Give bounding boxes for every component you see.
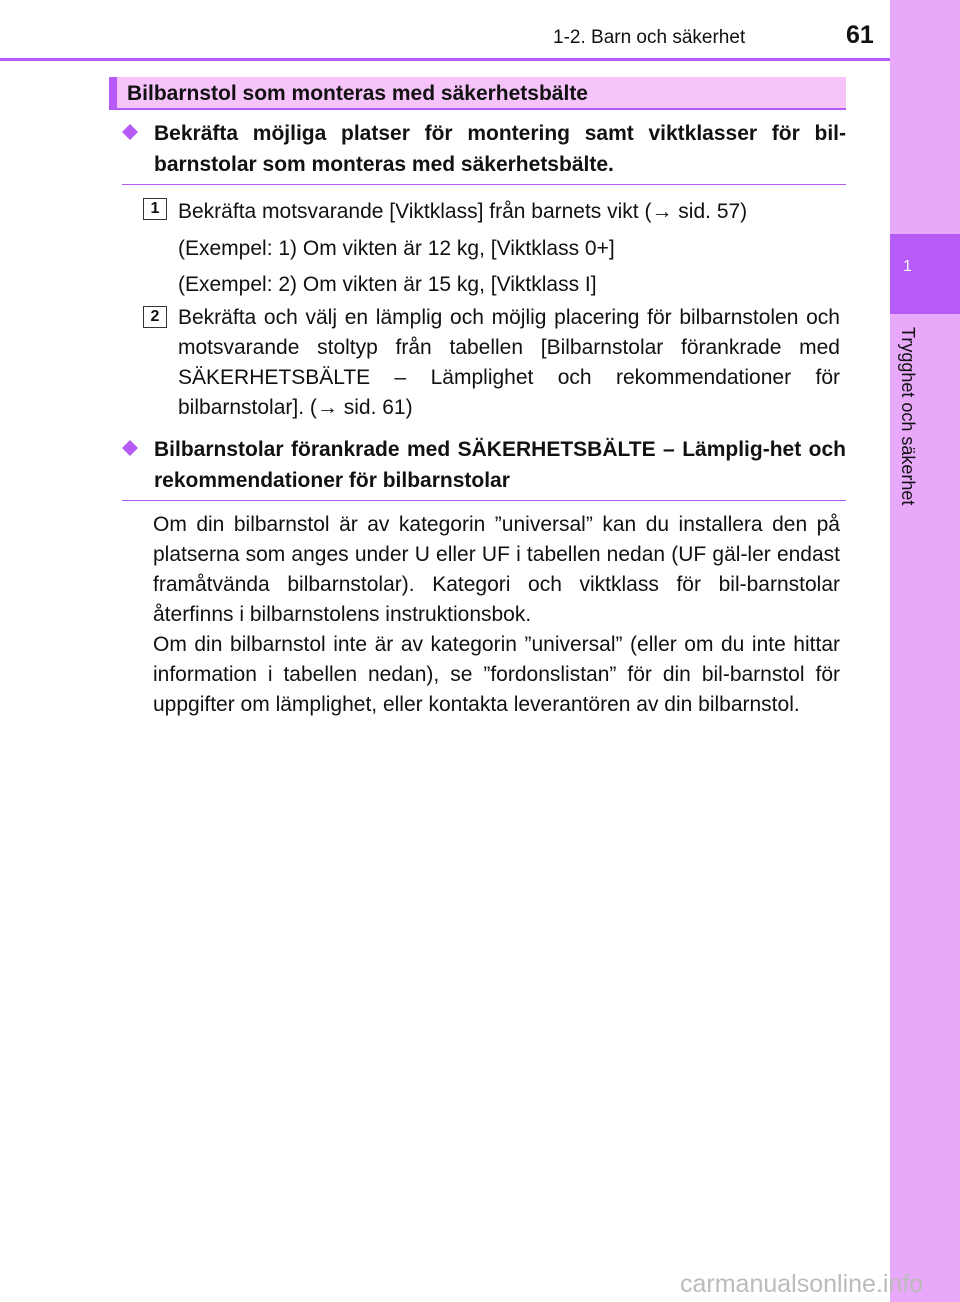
section-title-bar bbox=[109, 77, 846, 110]
header-section: 1-2. Barn och säkerhet bbox=[553, 27, 746, 48]
subsection-heading-2: Bilbarnstolar förankrade med SÄKERHETSBÄLTE – Lämplig-het och rekommendationer för bilbarnstolar bbox=[122, 434, 846, 501]
section-title: Bilbarnstol som monteras med säkerhetsbälte bbox=[127, 82, 588, 105]
body-text: Om din bilbarnstol är av kategorin ”universal” kan du installera den på platserna som anges under U eller UF i tabellen nedan (UF gäl-ler endast framåtvända bilbarnstolar). Kategori och viktklass för bil-barnstolar återfinns i bilbarnstolens instruktionsbok. Om din bilbarnstol inte är av kategorin ”universal” (eller om du inte hittar information i tabellen nedan), se ”fordonslistan” för din bil-barnstol för uppgifter om lämplighet, eller kontakta leverantören av din bilbarnstol. bbox=[153, 513, 840, 716]
chapter-tab bbox=[890, 234, 960, 314]
subsection-heading-1: Bekräfta möjliga platser för montering samt viktklasser för bil-barnstolar som monteras med säkerhetsbälte. bbox=[122, 118, 846, 185]
chapter-number: 1 bbox=[903, 258, 912, 275]
step-1: Bekräfta motsvarande [Viktklass] från barnets vikt (→ sid. 57) (Exempel: 1) Om vikten är 12 kg, [Viktklass 0+] (Exempel: 2) Om vikten är 15 kg, [Viktklass I] bbox=[178, 200, 748, 296]
header-divider bbox=[0, 58, 890, 61]
diamond-bullet-icon bbox=[122, 124, 138, 140]
step-number: 1 bbox=[143, 198, 167, 220]
chapter-title: Trygghet och säkerhet bbox=[898, 327, 918, 506]
diamond-bullet-icon bbox=[122, 440, 138, 456]
page-number: 61 bbox=[846, 21, 874, 49]
step-number: 2 bbox=[143, 306, 167, 328]
watermark: carmanualsonline.info bbox=[680, 1270, 924, 1298]
step-2: Bekräfta och välj en lämplig och möjlig placering för bilbarnstolen och motsvarande stoltyp från tabellen [Bilbarnstolar förankrade med SÄKERHETSBÄLTE – Lämplighet och rekommendationer för bilbarnstolar]. (→ sid. 61) bbox=[178, 306, 840, 419]
chapter-sidebar bbox=[890, 0, 960, 1302]
